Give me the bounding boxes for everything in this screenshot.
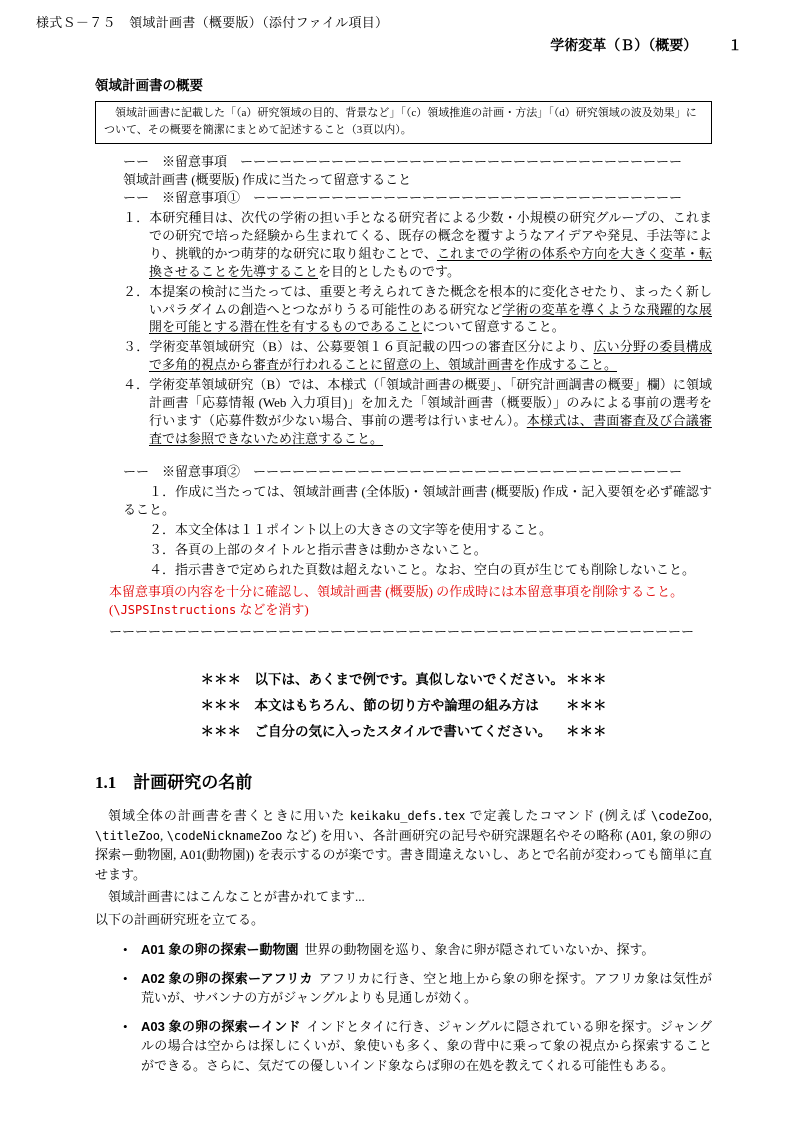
note2-item-3 [123,541,712,559]
item-text: 学術変革領域研究（B）は、公募要領１６頁記載の四つの審査区分により、 [149,339,594,355]
notes-section1-rule: ーー ※留意事項① ーーーーーーーーーーーーーーーーーーーーーーーーーーーーーーーーー [123,189,683,205]
asterisks-left: ＊＊＊ [200,698,241,714]
bullet-icon: • [123,1018,128,1034]
paragraph-text: , [160,827,167,843]
item-text: 指示書きで定められた頁数は超えないこと。なお、空白の頁が生じても削除しないこと。 [175,561,696,577]
warning-text: などを消す) [236,602,309,618]
paragraph-text: 領域全体の計画書を書くときに用いた [108,808,350,824]
item-text: について留意すること。 [422,319,565,335]
overview-instruction-box [95,101,712,144]
note2-item-2 [123,521,712,539]
note1-item-2 [123,283,712,337]
note2-item-1 [123,483,712,519]
example-line [201,720,607,740]
document-body [95,74,712,1084]
item-text-underlined: 学術の変革を導くような飛躍的な展開を可能とする潜在性を有するものであること [149,301,712,335]
list-item [123,940,712,960]
paragraph-text: , [708,808,712,824]
research-group-list [123,940,712,1075]
item-number: ２． [123,283,150,299]
asterisks-left: ＊＊＊ [200,672,241,688]
overview-title: 領域計画書の概要 [95,78,203,93]
latex-command: \codeNicknameZoo [166,828,283,843]
item-number: ４． [149,561,176,577]
form-number-header: 様式Ｓ－７５ 領域計画書（概要版）（添付ファイル項目） [36,15,389,30]
item-text: を目的としたものです。 [318,263,460,279]
bullet-icon: • [123,970,128,986]
item-text: 作成に当たっては、領域計画書 (全体版)・領域計画書 (概要版) 作成・記入要領を必ず確認すること。 [123,483,712,517]
group-description: インドとタイに行き、ジャングルに隠されている卵を探す。ジャングルの場合は空からは探しにくいが、象使いも多く、象の背中に乗って象の視点から探索することができる。さらに、気だての優しいインド象ならば卵の在処を教えてくれる可能性もある。 [141,1018,712,1073]
list-item-body [141,1017,712,1076]
notes-closing-rule: ーーーーーーーーーーーーーーーーーーーーーーーーーーーーーーーーーーーーーーーーーーーーー [109,623,695,639]
example-line [201,668,607,688]
example-line [201,694,607,714]
group-description: 世界の動物園を巡り、象舎に卵が隠されていないか、探す。 [304,942,655,958]
warning-line-2 [109,601,712,619]
paragraph-1 [95,806,712,884]
asterisks-right: ＊＊＊ [566,698,607,714]
item-text: 本研究種目は、次代の学術の担い手となる研究者による少数・小規模の研究グループの、これまでの研究で培った経験から生まれてくる、既存の概念を覆すようなアイデアや発見、手法等により、挑戦的かつ萌芽的な研究に取り組むことで、 [149,209,712,261]
category-label: 学術変革（Ｂ）（概要） [550,37,698,53]
paragraph-3: 以下の計画研究班を立てる。 [95,911,265,927]
latex-command: \titleZoo [95,828,161,843]
item-text: 本文全体は１１ポイント以上の大きさの文字等を使用すること。 [175,521,553,537]
list-item-body [141,969,712,1008]
notes-subtitle: 領域計画書 (概要版) 作成に当たって留意すること [123,171,412,187]
note1-item-3 [123,338,712,374]
item-text: 各頁の上部のタイトルと指示書きは動かさないこと。 [175,541,487,557]
asterisks-right: ＊＊＊ [566,724,607,740]
paragraph-text: で定義したコマンド (例えば [465,808,651,824]
item-number: ３． [149,541,176,557]
item-text-underlined: これまでの学術の体系や方向を大きく変革・転換させることを先導すること [149,245,712,279]
delete-instructions-warning [109,583,712,620]
warning-text: ( [109,602,114,618]
example-text: 以下は、あくまで例です。真似しないでください。 [254,672,564,688]
item-number: １． [123,209,150,225]
list-item [123,969,712,1008]
notes-block [109,153,712,640]
note2-item-4 [123,561,712,579]
asterisks-right: ＊＊＊ [566,672,607,688]
notes-header-line: ーー ※留意事項 ーーーーーーーーーーーーーーーーーーーーーーーーーーーーーーーーーー [123,154,683,169]
section-heading [95,768,712,793]
bullet-icon: • [123,942,128,958]
group-label: A01 象の卵の探索ー動物園 [141,942,299,958]
item-text: 学術変革領域研究（B）では、本様式（「領域計画書の概要」、「研究計画調書の概要」欄）に領域計画書「応募情報 (Web 入力項目)」を加えた「領域計画書（概要版）」のみによる事前の選考を行います（応募件数が少ない場合、事前の選考は行いません）。 [149,377,712,429]
example-text: ご自分の気に入ったスタイルで書いてください。 [254,724,552,740]
group-label: A02 象の卵の探索ーアフリカ [141,970,313,986]
note1-item-1 [123,209,712,281]
group-label: A03 象の卵の探索ーインド [141,1018,301,1034]
page-header-right [550,35,742,55]
asterisks-left: ＊＊＊ [200,724,241,740]
warning-line-1: 本留意事項の内容を十分に確認し、領域計画書 (概要版) の作成時には本留意事項を削除すること。 [109,583,684,599]
group-description: アフリカに行き、空と地上から象の卵を探す。アフリカ象は気性が荒いが、サバンナの方がジャングルよりも見通しが効く。 [141,970,712,1006]
section-number: 1.1 [95,773,117,793]
note1-item-4 [123,376,712,448]
notes-section2-rule: ーー ※留意事項② ーーーーーーーーーーーーーーーーーーーーーーーーーーーーーーーーー [123,464,683,479]
latex-filename: keikaku_defs.tex [349,809,466,824]
item-text: 本提案の検討に当たっては、重要と考えられてきた概念を根本的に変化させたり、まったく新しいパラダイムの創造へとつながりうる可能性のある研究など [149,283,712,317]
item-text-underlined: 広い分野の委員構成で多角的視点から審査が行われることに留意の上、領域計画書を作成すること。 [149,339,712,373]
item-number: １． [149,483,176,499]
page-number: １ [728,37,742,53]
paragraph-2: 領域計画書にはこんなことが書かれてます... [108,889,365,905]
latex-command: \JSPSInstructions [113,603,237,618]
paragraph-text: など) を用い、各計画研究の記号や研究課題名やその略称 (A01, 象の卵の探索ー動物園, A01(動物園)) を表示するのが楽です。書き間違えないし、あとで名前が変わっても簡単に直せます。 [95,827,713,882]
item-number: ４． [123,377,150,393]
item-number: ２． [149,521,176,537]
example-text: 本文はもちろん、節の切り方や論理の組み方は [254,698,539,714]
item-text-underlined: 本様式は、書面審査及び合議審査では参照できないため注意すること。 [149,413,712,447]
list-item-body [141,940,712,960]
list-item [123,1017,712,1076]
section-title: 計画研究の名前 [133,773,253,793]
latex-command: \codeZoo [650,809,709,824]
overview-instruction-text: 領域計画書に記載した「（a）研究領域の目的、背景など」「（c）領域推進の計画・方法」「（d）研究領域の波及効果」について、その概要を簡潔にまとめて記述すること（3頁以内）。 [104,107,697,136]
example-disclaimer-block [201,668,607,740]
item-number: ３． [123,339,150,355]
